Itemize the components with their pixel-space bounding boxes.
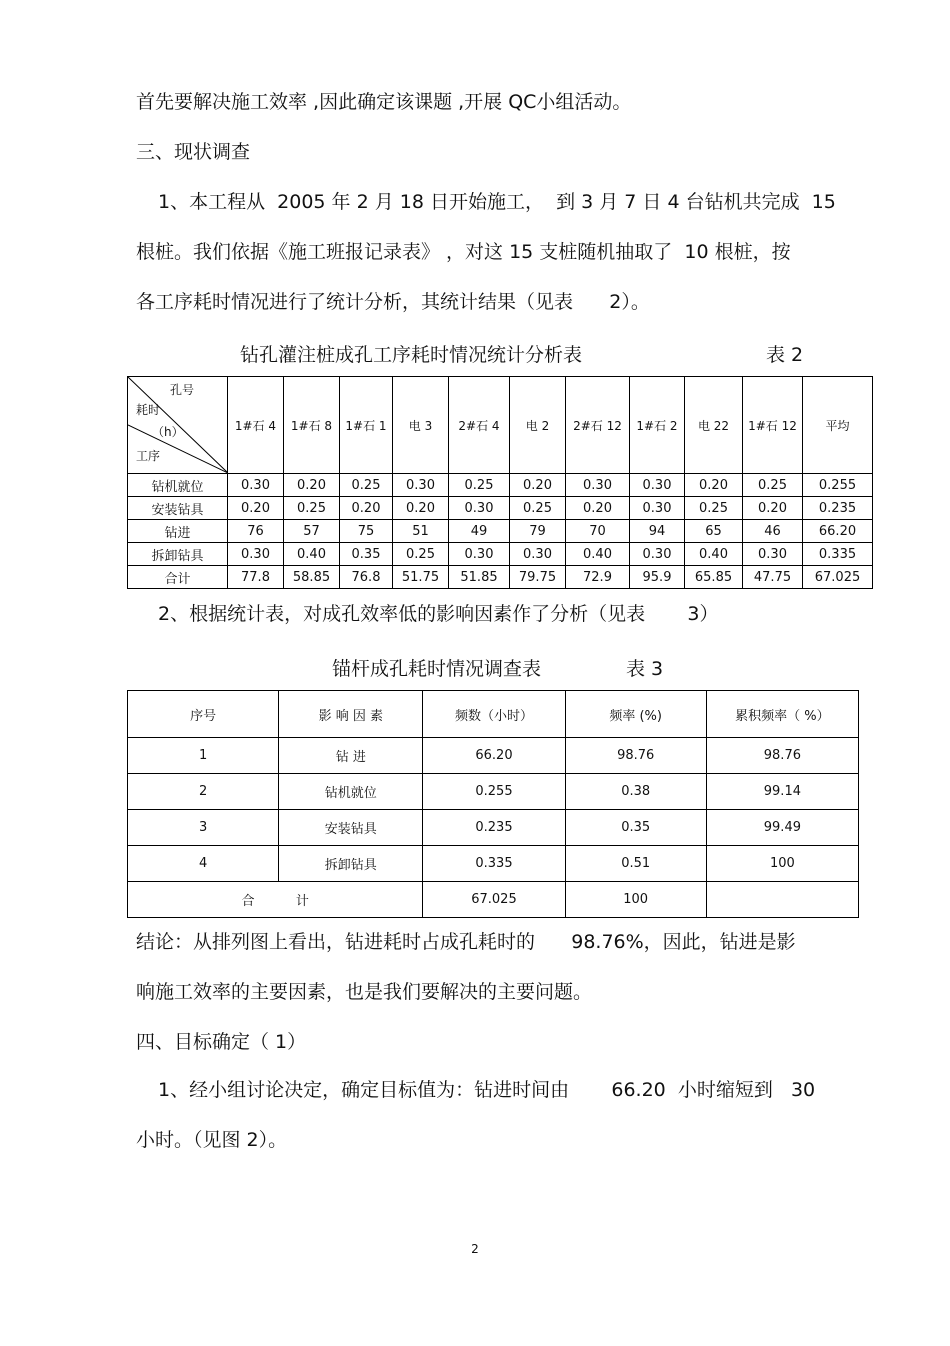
table2-cell: 46 xyxy=(743,520,803,543)
table2-cell: 0.30 xyxy=(228,474,284,497)
table2-cell: 94 xyxy=(630,520,685,543)
table2-cell: 76 xyxy=(228,520,284,543)
table2-column-header: 电 22 xyxy=(685,377,743,474)
table3-cell: 98.76 xyxy=(706,738,858,774)
table3-cell: 钻 进 xyxy=(279,738,423,774)
table3-total-percent: 100 xyxy=(565,882,706,918)
table2-label: 表 2 xyxy=(766,344,804,366)
table2-cell: 0.20 xyxy=(284,474,340,497)
table2-cell: 0.30 xyxy=(510,543,566,566)
table2-cell: 47.75 xyxy=(743,566,803,589)
table2-cell: 0.25 xyxy=(449,474,510,497)
table3-cell: 100 xyxy=(706,846,858,882)
table3-cell: 0.335 xyxy=(423,846,565,882)
table3-row xyxy=(128,810,859,846)
table2-cell: 0.255 xyxy=(803,474,873,497)
table2 xyxy=(127,376,873,589)
table3-cell: 3 xyxy=(128,810,279,846)
table3-cell: 0.38 xyxy=(565,774,706,810)
paragraph-intro: 首先要解决施工效率 ,因此确定该课题 ,开展 QC小组活动。 xyxy=(136,91,632,113)
table2-cell: 0.30 xyxy=(630,474,685,497)
table2-row-label: 拆卸钻具 xyxy=(128,543,228,566)
corner-label-process: 工序 xyxy=(136,449,161,463)
table2-column-header: 平均 xyxy=(803,377,873,474)
table2-cell: 0.35 xyxy=(340,543,393,566)
table3-cell: 4 xyxy=(128,846,279,882)
table2-cell: 79.75 xyxy=(510,566,566,589)
table2-cell: 0.30 xyxy=(449,497,510,520)
table2-cell: 70 xyxy=(566,520,630,543)
table3-row xyxy=(128,738,859,774)
table3-total-frequency: 67.025 xyxy=(423,882,565,918)
table2-cell: 0.25 xyxy=(743,474,803,497)
table2-cell: 76.8 xyxy=(340,566,393,589)
table3-column-header: 累积频率（ %） xyxy=(706,691,858,738)
table2-cell: 0.30 xyxy=(566,474,630,497)
table3-cell: 2 xyxy=(128,774,279,810)
table2-row-label: 安装钻具 xyxy=(128,497,228,520)
table2-column-header: 2#石 4 xyxy=(449,377,510,474)
table3-row xyxy=(128,846,859,882)
table3-row xyxy=(128,774,859,810)
table3-cell: 0.255 xyxy=(423,774,565,810)
table2-title: 钻孔灌注桩成孔工序耗时情况统计分析表 xyxy=(240,344,583,366)
table3-cell: 安装钻具 xyxy=(279,810,423,846)
table2-row xyxy=(128,497,873,520)
table2-cell: 0.25 xyxy=(393,543,449,566)
table2-column-header: 电 3 xyxy=(393,377,449,474)
table2-column-header: 1#石 1 xyxy=(340,377,393,474)
table2-cell: 0.20 xyxy=(340,497,393,520)
table2-cell: 0.20 xyxy=(393,497,449,520)
corner-label-unit: （h） xyxy=(152,425,184,439)
table2-column-header: 2#石 12 xyxy=(566,377,630,474)
table2-cell: 0.25 xyxy=(340,474,393,497)
table2-cell: 0.30 xyxy=(630,543,685,566)
table2-row xyxy=(128,566,873,589)
table3-column-header: 序号 xyxy=(128,691,279,738)
corner-label-time: 耗时 xyxy=(136,403,161,417)
table2-cell: 51.85 xyxy=(449,566,510,589)
table2-row xyxy=(128,520,873,543)
table2-cell: 58.85 xyxy=(284,566,340,589)
table2-cell: 0.30 xyxy=(743,543,803,566)
table2-cell: 0.235 xyxy=(803,497,873,520)
table2-cell: 0.30 xyxy=(449,543,510,566)
table3-column-header: 频数（小时） xyxy=(423,691,565,738)
paragraph-survey-line2: 根桩。我们依据《施工班报记录表》 ，对这 15 支桩随机抽取了 10 根桩，按 xyxy=(136,241,791,263)
paragraph-target-line1: 1、经小组讨论决定，确定目标值为：钻进时间由 66.20 小时缩短到 30 xyxy=(158,1079,816,1101)
table2-cell: 0.30 xyxy=(228,543,284,566)
table3-cell: 钻机就位 xyxy=(279,774,423,810)
table2-column-header: 1#石 2 xyxy=(630,377,685,474)
table2-column-header: 电 2 xyxy=(510,377,566,474)
table2-cell: 65 xyxy=(685,520,743,543)
table2-cell: 0.20 xyxy=(228,497,284,520)
paragraph-analysis: 2、根据统计表，对成孔效率低的影响因素作了分析（见表 3） xyxy=(158,603,719,625)
table3-cell: 99.14 xyxy=(706,774,858,810)
table3-column-header: 影 响 因 素 xyxy=(279,691,423,738)
table2-row xyxy=(128,543,873,566)
table2-cell: 0.20 xyxy=(566,497,630,520)
table2-row-label: 钻进 xyxy=(128,520,228,543)
table2-cell: 72.9 xyxy=(566,566,630,589)
table2-row-label: 钻机就位 xyxy=(128,474,228,497)
table2-cell: 95.9 xyxy=(630,566,685,589)
table3-header-row xyxy=(128,691,859,738)
table2-cell: 0.30 xyxy=(630,497,685,520)
table3 xyxy=(127,690,859,918)
table2-cell: 0.20 xyxy=(510,474,566,497)
table2-column-header: 1#石 4 xyxy=(228,377,284,474)
table3-title: 锚杆成孔耗时情况调查表 xyxy=(332,658,542,680)
corner-label-hole-no: 孔号 xyxy=(170,383,195,397)
table2-cell: 0.25 xyxy=(284,497,340,520)
table3-cell: 99.49 xyxy=(706,810,858,846)
table3-total-cumulative xyxy=(706,882,858,918)
paragraph-target-line2: 小时。（见图 2）。 xyxy=(136,1129,288,1151)
section-heading-4: 四、目标确定（ 1） xyxy=(136,1031,307,1053)
table3-column-header: 频率 (%) xyxy=(565,691,706,738)
table2-cell: 0.20 xyxy=(743,497,803,520)
paragraph-survey-line1: 1、本工程从 2005 年 2 月 18 日开始施工， 到 3 月 7 日 4 台钻机共完成 15 xyxy=(158,191,836,213)
table2-cell: 77.8 xyxy=(228,566,284,589)
table2-cell: 57 xyxy=(284,520,340,543)
table2-cell: 0.25 xyxy=(510,497,566,520)
table2-row-label: 合计 xyxy=(128,566,228,589)
table2-cell: 65.85 xyxy=(685,566,743,589)
page-number: 2 xyxy=(471,1242,479,1256)
paragraph-survey-line3: 各工序耗时情况进行了统计分析，其统计结果（见表 2）。 xyxy=(136,291,650,313)
table2-column-header: 1#石 12 xyxy=(743,377,803,474)
table2-column-header: 1#石 8 xyxy=(284,377,340,474)
table3-cell: 1 xyxy=(128,738,279,774)
section-heading-3: 三、现状调查 xyxy=(136,141,251,163)
table3-cell: 0.235 xyxy=(423,810,565,846)
table2-cell: 66.20 xyxy=(803,520,873,543)
table3-cell: 98.76 xyxy=(565,738,706,774)
table3-cell: 0.35 xyxy=(565,810,706,846)
table2-cell: 0.20 xyxy=(685,474,743,497)
table3-total-row xyxy=(128,882,859,918)
table2-cell: 0.40 xyxy=(685,543,743,566)
table2-row xyxy=(128,474,873,497)
table2-cell: 0.40 xyxy=(566,543,630,566)
paragraph-conclusion-line2: 响施工效率的主要因素，也是我们要解决的主要问题。 xyxy=(136,981,593,1003)
table2-corner-cell xyxy=(128,377,228,474)
table2-cell: 0.30 xyxy=(393,474,449,497)
table2-cell: 49 xyxy=(449,520,510,543)
table2-cell: 0.335 xyxy=(803,543,873,566)
table3-total-label: 合 计 xyxy=(128,882,423,918)
table3-cell: 0.51 xyxy=(565,846,706,882)
paragraph-conclusion-line1: 结论：从排列图上看出，钻进耗时占成孔耗时的 98.76%，因此，钻进是影 xyxy=(136,931,796,953)
table2-cell: 0.40 xyxy=(284,543,340,566)
table2-cell: 51 xyxy=(393,520,449,543)
table3-cell: 66.20 xyxy=(423,738,565,774)
table2-cell: 0.25 xyxy=(685,497,743,520)
table2-cell: 51.75 xyxy=(393,566,449,589)
table2-cell: 75 xyxy=(340,520,393,543)
table2-cell: 79 xyxy=(510,520,566,543)
table3-label: 表 3 xyxy=(626,658,664,680)
table2-cell: 67.025 xyxy=(803,566,873,589)
table3-cell: 拆卸钻具 xyxy=(279,846,423,882)
